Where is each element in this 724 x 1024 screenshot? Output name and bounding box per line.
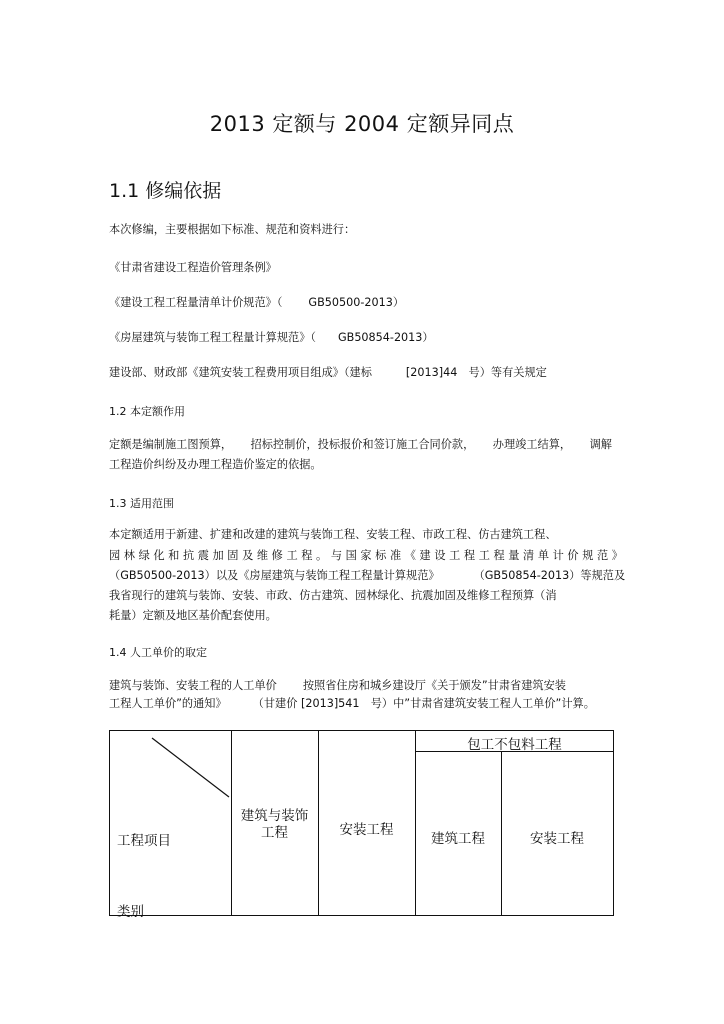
quota-purpose-part-a: 定额是编制施工图预算， (109, 438, 233, 451)
scope-line-5: 耗量）定额及地区基价配套使用。 (109, 609, 277, 622)
section-heading-1-1: 1.1 修编依据 (109, 180, 222, 202)
labor-price-line-1 (109, 679, 566, 693)
labor-price-line-2-part-a: 工程人工单价”的通知》 (109, 697, 227, 710)
quota-purpose-part-b: 招标控制价，投标报价和签订施工合同价款， (250, 438, 475, 451)
reference-cost-composition-code: [2013]44 号）等有关规定 (405, 366, 547, 379)
header-project: 工程项目 (117, 833, 171, 849)
scope-line-2: 园林绿化和抗震加固及维修工程。与国家标准《建设工程工程量清单计价规范》 (109, 549, 627, 562)
quota-purpose-line-1 (109, 438, 612, 452)
diagonal-header-line (109, 730, 231, 916)
section-heading-1-2: 1.2 本定额作用 (109, 405, 185, 418)
reference-gb50500-code: GB50500-2013） (308, 296, 405, 309)
reference-regulation: 《甘肃省建设工程造价管理条例》 (109, 261, 277, 274)
labor-price-line-2-part-b: （甘建价 [2013]541 号）中”甘肃省建筑安装工程人工单价”计算。 (252, 697, 595, 710)
header-building-decoration-line-1: 建筑与装饰 (240, 808, 309, 824)
labor-price-line-2 (109, 697, 595, 711)
labor-price-table (109, 730, 614, 920)
header-category: 类别 (117, 904, 144, 920)
scope-line-4: 我省现行的建筑与装饰、安装、市政、仿古建筑、园林绿化、抗震加固及维修工程预算（消 (109, 589, 557, 602)
intro-text: 本次修编，主要根据如下标准、规范和资料进行： (109, 223, 356, 236)
scope-line-3-part-b: （GB50854-2013）等规范及 (473, 569, 626, 582)
document-title: 2013 定额与 2004 定额异同点 (209, 112, 515, 136)
quota-purpose-line-2: 工程造价纠纷及办理工程造价鉴定的依据。 (109, 458, 322, 471)
header-labor-only-group: 包工不包料工程 (467, 737, 562, 753)
header-labor-only-building: 建筑工程 (431, 831, 485, 847)
header-building-decoration-line-2: 工程 (261, 825, 288, 841)
header-building-decoration (231, 808, 318, 842)
quota-purpose-part-c: 办理竣工结算， (492, 438, 572, 451)
header-installation: 安装工程 (339, 822, 394, 838)
scope-line-1: 本定额适用于新建、扩建和改建的建筑与装饰工程、安装工程、市政工程、仿古建筑工程、 (109, 528, 557, 541)
section-heading-1-4: 1.4 人工单价的取定 (109, 646, 207, 659)
section-heading-1-3: 1.3 适用范围 (109, 497, 174, 510)
reference-cost-composition (109, 366, 547, 380)
labor-price-line-1-part-b: 按照省住房和城乡建设厅《关于颁发”甘肃省建筑安装 (302, 679, 566, 692)
reference-gb50854-title: 《房屋建筑与装饰工程工程量计算规范》（ (109, 331, 316, 344)
table-divider-3 (415, 730, 416, 916)
table-border-right (613, 730, 614, 916)
quota-purpose-part-d: 调解 (589, 438, 612, 451)
labor-price-line-1-part-a: 建筑与装饰、安装工程的人工单价 (109, 679, 277, 692)
scope-line-3-part-a: （GB50500-2013）以及《房屋建筑与装饰工程工程量计算规范》 (109, 569, 440, 582)
scope-line-3 (109, 569, 625, 583)
reference-gb50854 (109, 331, 434, 345)
reference-gb50854-code: GB50854-2013） (337, 331, 434, 344)
reference-gb50500-title: 《建设工程工程量清单计价规范》（ (109, 296, 283, 309)
header-labor-only-installation: 安装工程 (530, 831, 584, 847)
reference-gb50500 (109, 296, 404, 310)
reference-cost-composition-title: 建设部、财政部《建筑安装工程费用项目组成》（建标 (109, 366, 372, 379)
